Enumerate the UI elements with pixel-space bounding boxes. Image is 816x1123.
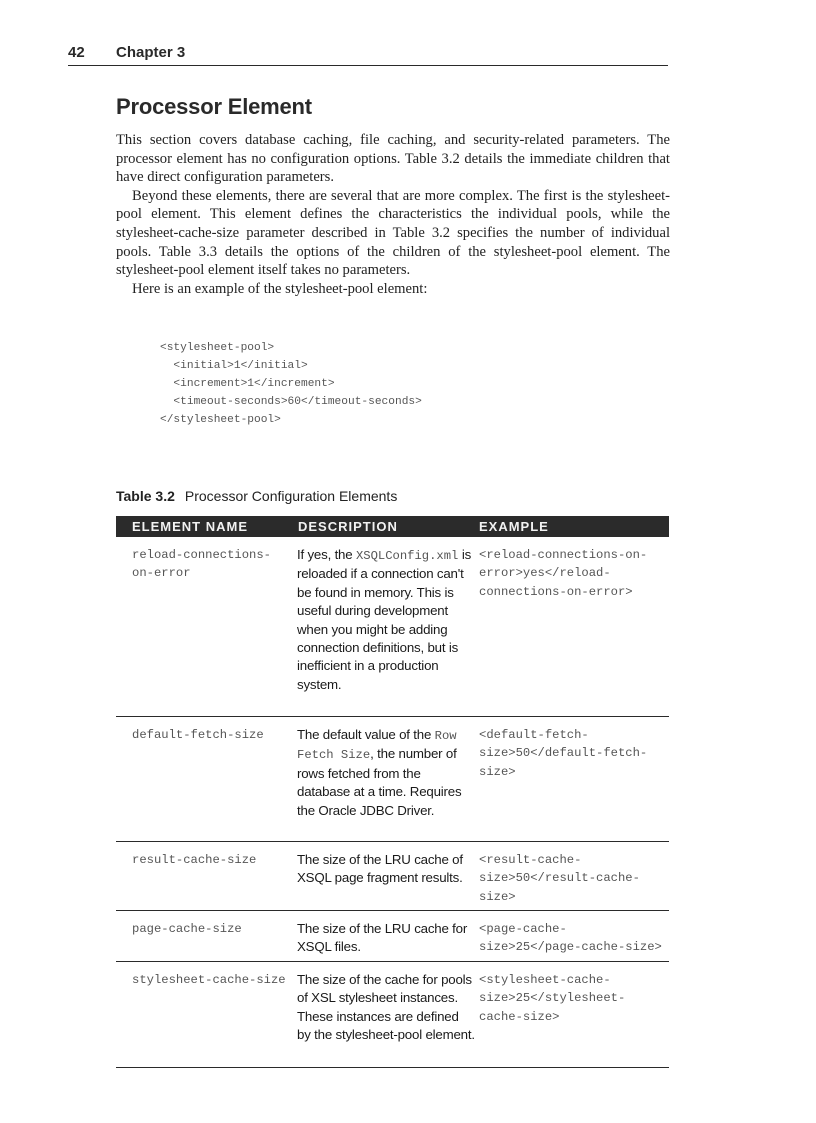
table-row xyxy=(116,717,669,842)
table-row xyxy=(116,911,669,962)
table-row xyxy=(116,962,669,1068)
row-example: <result-cache-size>50</result-cache-size> xyxy=(479,853,640,904)
table-label: Table 3.2 xyxy=(116,488,175,504)
desc-text: , the number of rows fetched from the database at a time. Requires the Oracle JDBC Driver. xyxy=(297,746,462,818)
running-head xyxy=(68,44,668,66)
row-element-name: default-fetch-size xyxy=(132,728,264,742)
table-title: Processor Configuration Elements xyxy=(184,488,398,504)
row-element-name: reload-connections-on-error xyxy=(132,548,271,581)
row-example: <reload-connections-on-error>yes</reload-connections-on-error> xyxy=(479,548,648,599)
row-example: <stylesheet-cache-size>25</stylesheet-cache-size> xyxy=(479,973,626,1024)
page-number: 42 xyxy=(68,44,85,61)
table-row xyxy=(116,537,669,717)
table-row xyxy=(116,842,669,911)
row-element-name: result-cache-size xyxy=(132,853,257,867)
paragraph-example-intro: Here is an example of the stylesheet-pool element: xyxy=(132,280,428,297)
row-description xyxy=(297,726,475,820)
paragraph-intro: This section covers database caching, file caching, and security-related parameters. The processor element has no configuration options. Table 3.2 details the immediate children that have direct configuration parameters. xyxy=(116,132,670,186)
section-title: Processor Element xyxy=(116,94,312,119)
header-example: EXAMPLE xyxy=(479,519,549,534)
header-rule xyxy=(68,65,668,66)
desc-text: If yes, the xyxy=(297,547,356,562)
desc-text: is reloaded if a connection can't be found in memory. This is useful during development when you might be adding connection definitions, but is inefficient in a production system. xyxy=(297,547,472,692)
desc-code: Row Fetch Size xyxy=(297,729,457,763)
row-description xyxy=(297,546,475,694)
table-caption xyxy=(116,488,397,504)
header-description: DESCRIPTION xyxy=(298,519,398,534)
row-example: <page-cache-size>25</page-cache-size> xyxy=(479,922,662,955)
body-text xyxy=(116,131,670,298)
config-table xyxy=(116,516,669,1068)
chapter-label: Chapter 3 xyxy=(116,44,186,61)
desc-code: XSQLConfig.xml xyxy=(355,549,459,563)
paragraph-stylesheet-pool: Beyond these elements, there are several that are more complex. The first is the stylesheet-pool element. This element defines the characteristics the individual pools, while the stylesheet-cache-size parameter described in Table 3.2 specifies the number of individual pools. Table 3.3 details the options of the children of the stylesheet-pool element. The stylesheet-pool element itself takes no parameters. xyxy=(116,187,670,279)
row-description: The size of the cache for pools of XSL stylesheet instances. These instances are defined by the stylesheet-pool element. xyxy=(297,972,475,1043)
row-element-name: page-cache-size xyxy=(132,922,242,936)
table-header-row xyxy=(116,516,669,537)
header-element-name: ELEMENT NAME xyxy=(132,519,248,534)
row-description: The size of the LRU cache for XSQL files. xyxy=(297,921,468,955)
desc-text: The default value of the xyxy=(297,727,435,742)
row-description: The size of the LRU cache of XSQL page fragment results. xyxy=(297,852,463,886)
code-example: <stylesheet-pool> <initial>1</initial> <increment>1</increment> <timeout-seconds>60</timeout-seconds> </stylesheet-pool> xyxy=(160,342,422,426)
row-example: <default-fetch-size>50</default-fetch-size> xyxy=(479,728,648,779)
row-element-name: stylesheet-cache-size xyxy=(132,973,286,987)
